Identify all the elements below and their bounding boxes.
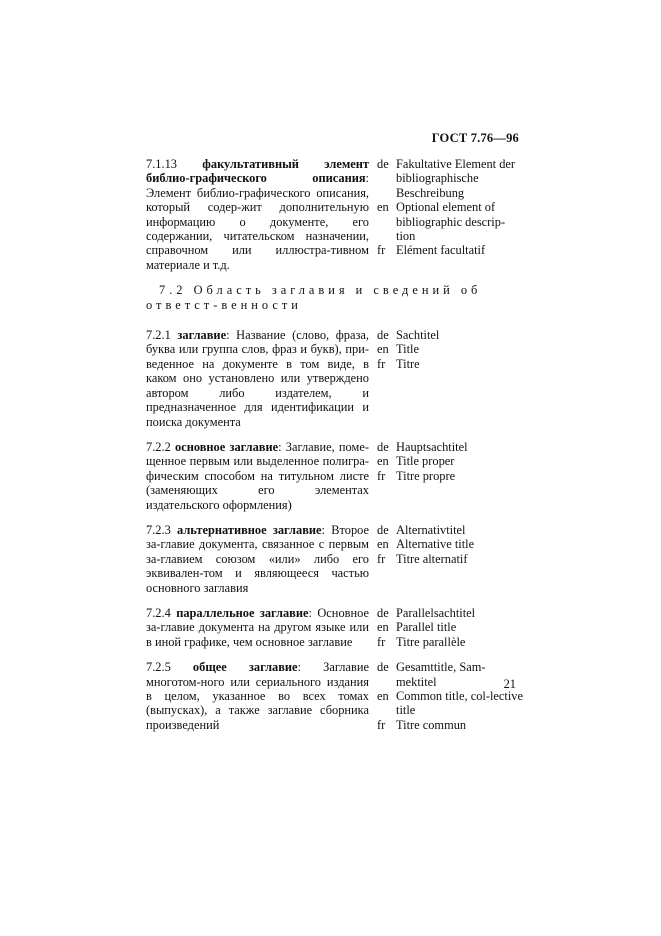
equivalent-de <box>377 157 524 200</box>
equivalent-text: Common title, col-lective title <box>396 689 523 718</box>
equivalent-text: Titre alternatif <box>396 551 468 566</box>
equivalent-en <box>377 537 524 551</box>
equivalent-en <box>377 342 524 356</box>
equivalent-de <box>377 328 524 342</box>
lang-code: de <box>377 660 389 675</box>
equivalent-text: Parallelsachtitel <box>396 605 476 620</box>
term-definition <box>146 660 377 732</box>
equivalent-en <box>377 689 524 718</box>
equivalent-de <box>377 440 524 454</box>
foreign-equivalents <box>377 157 524 272</box>
term-body: : Заглавие многотом-ного или сериального издания в целом, указанное во всех томах (выпусках), а также заглавие сборника произведений <box>146 660 369 732</box>
lang-code: de <box>377 439 389 454</box>
lang-code: fr <box>377 551 386 566</box>
lang-code: de <box>377 328 389 343</box>
equivalent-fr <box>377 469 524 483</box>
term-definition <box>146 440 377 512</box>
term-name: параллельное заглавие <box>176 605 309 620</box>
term-number: 7.2.3 <box>146 522 171 537</box>
foreign-equivalents <box>377 440 524 512</box>
term-name: альтернативное заглавие <box>177 522 322 537</box>
lang-code: en <box>377 537 389 552</box>
equivalent-fr <box>377 635 524 649</box>
equivalent-text: Elément facultatif <box>396 243 486 258</box>
term-name: факультативный элемент библио-графического описания <box>146 157 369 186</box>
equivalent-text: Titre commun <box>396 717 467 732</box>
equivalent-en <box>377 200 524 243</box>
equivalent-text: Parallel title <box>396 620 457 635</box>
term-name: заглавие <box>177 328 227 343</box>
term-body: : Элемент библио-графического описания, который содер-жит дополнительную информацию о документе, его содержании, читательском назначении, справочном или иллюстра-тивном материале и т.д. <box>146 171 369 272</box>
term-definition <box>146 606 377 649</box>
term-entry-7-2-4 <box>146 606 524 649</box>
equivalent-text: Gesamttitle, Sam-mektitel <box>396 660 486 689</box>
lang-code: fr <box>377 634 386 649</box>
equivalent-text: Title proper <box>396 454 455 469</box>
term-definition <box>146 157 377 272</box>
term-body: : Второе за-главие документа, связанное с первым за-главием союзом «или» либо его эквивален-том и являющееся частью основного заглавия <box>146 522 370 595</box>
equivalent-text: Hauptsachtitel <box>396 439 468 454</box>
lang-code: de <box>377 157 389 171</box>
equivalent-de <box>377 606 524 620</box>
equivalent-fr <box>377 243 524 257</box>
term-number: 7.2.1 <box>146 328 171 343</box>
term-entry-7-1-13 <box>146 157 524 272</box>
lang-code: de <box>377 522 389 537</box>
lang-code: fr <box>377 356 386 371</box>
term-name: общее заглавие <box>192 660 298 675</box>
lang-code: fr <box>377 717 386 732</box>
equivalent-de <box>377 660 524 689</box>
term-definition <box>146 328 377 429</box>
term-entry-7-2-1 <box>146 328 524 429</box>
lang-code: fr <box>377 243 386 258</box>
lang-code: de <box>377 605 389 620</box>
lang-code: en <box>377 200 389 215</box>
term-number: 7.2.2 <box>146 439 171 454</box>
equivalent-en <box>377 454 524 468</box>
equivalent-text: Titre <box>396 356 420 371</box>
equivalent-text: Alternative title <box>396 537 475 552</box>
term-entry-7-2-2 <box>146 440 524 512</box>
document-code: ГОСТ 7.76—96 <box>431 131 519 145</box>
lang-code: fr <box>377 468 386 483</box>
equivalent-text: Title <box>396 342 419 357</box>
foreign-equivalents <box>377 523 524 595</box>
equivalent-text: Optional element of bibliographic descrip-tion <box>396 200 506 244</box>
term-entry-7-2-3 <box>146 523 524 595</box>
term-number: 7.2.5 <box>146 660 171 675</box>
terms-list <box>146 157 524 743</box>
term-number: 7.1.13 <box>146 157 177 171</box>
term-body: : Заглавие, поме-щенное первым или выделенное полигра-фическим способом на титульном листе (заменяющих его элементах издательского оформления) <box>146 439 369 512</box>
equivalent-fr <box>377 718 524 732</box>
term-body: : Название (слово, фраза, буква или группа слов, фраз и букв), при-веденное на документе в том виде, в каком оно установлено или утверждено автором либо издателем, и предназначенное для идентификации и поиска документа <box>146 328 369 429</box>
term-entry-7-2-5 <box>146 660 524 732</box>
equivalent-en <box>377 620 524 634</box>
equivalent-text: Fakultative Element der bibliographische Beschreibung <box>396 157 516 200</box>
term-body: : Основное за-главие документа на другом языке или в иной графике, чем основное заглавие <box>146 605 369 649</box>
foreign-equivalents <box>377 328 524 429</box>
page-number: 21 <box>503 677 516 691</box>
equivalent-text: Alternativtitel <box>396 522 466 537</box>
term-number: 7.2.4 <box>146 605 171 620</box>
lang-code: en <box>377 342 389 357</box>
equivalent-text: Sachtitel <box>396 328 440 343</box>
equivalent-fr <box>377 552 524 566</box>
equivalent-de <box>377 523 524 537</box>
lang-code: en <box>377 689 389 703</box>
foreign-equivalents <box>377 660 524 732</box>
term-name: основное заглавие <box>175 439 279 454</box>
lang-code: en <box>377 620 389 635</box>
term-definition <box>146 523 377 595</box>
equivalent-fr <box>377 357 524 371</box>
equivalent-text: Titre parallèle <box>396 634 466 649</box>
foreign-equivalents <box>377 606 524 649</box>
section-heading: 7.2 Область заглавия и сведений об ответст-венности <box>146 283 482 312</box>
equivalent-text: Titre propre <box>396 468 456 483</box>
lang-code: en <box>377 454 389 469</box>
